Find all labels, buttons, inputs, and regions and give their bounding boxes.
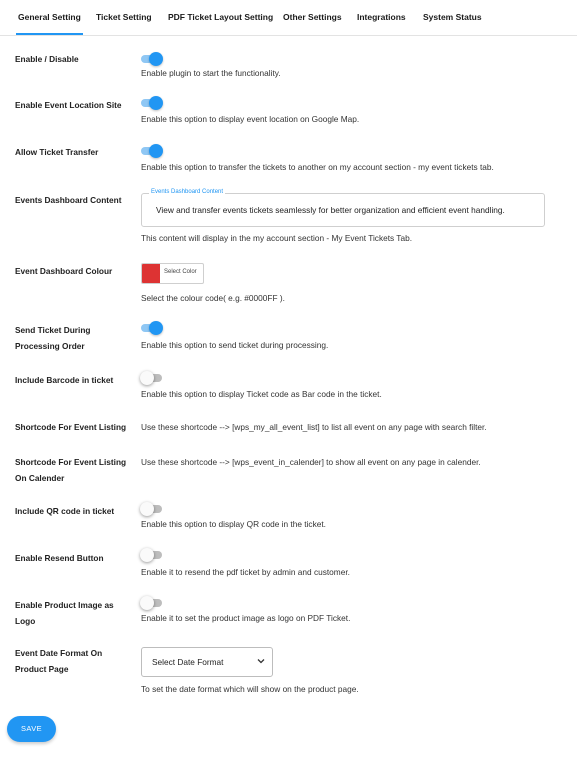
date-format-label [15,645,133,677]
event-location-description: Enable this option to display event location on Google Map. [141,114,360,124]
product-image-logo-label [15,597,133,629]
enable-disable-description: Enable plugin to start the functionality. [141,68,281,78]
shortcode-listing-description: Use these shortcode --> [wps_my_all_event_list] to list all event on any page with search filter. [141,422,487,432]
send-ticket-processing-label-line2: Processing Order [15,341,85,351]
settings-tabs [0,0,577,36]
shortcode-calender-label-line1: Shortcode For Event Listing [15,457,127,467]
send-ticket-processing-toggle[interactable] [141,321,163,335]
date-format-label-line2: Product Page [15,664,69,674]
resend-button-toggle[interactable] [141,548,163,562]
tab-system-status[interactable]: System Status [423,12,482,22]
dashboard-content-description: This content will display in the my account section - My Event Tickets Tab. [141,233,412,243]
ticket-transfer-toggle[interactable] [141,144,163,158]
send-ticket-processing-label [15,322,133,354]
save-button[interactable]: SAVE [7,716,56,742]
dashboard-content-label: Events Dashboard Content [15,195,122,205]
product-image-logo-toggle[interactable] [141,596,163,610]
product-image-logo-description: Enable it to set the product image as logo on PDF Ticket. [141,613,351,623]
shortcode-listing-label: Shortcode For Event Listing [15,422,127,432]
shortcode-calender-description: Use these shortcode --> [wps_event_in_calender] to show all event on any page in calender. [141,457,481,467]
date-format-label-line1: Event Date Format On [15,648,103,658]
dashboard-colour-label: Event Dashboard Colour [15,266,113,276]
include-barcode-label: Include Barcode in ticket [15,375,114,385]
select-color-button[interactable] [141,263,204,284]
product-image-logo-label-line2: Logo [15,616,36,626]
tab-pdf-ticket-layout-setting[interactable]: PDF Ticket Layout Setting [168,12,274,22]
ticket-transfer-description: Enable this option to transfer the tickets to another on my account section - my event tickets tab. [141,162,494,172]
send-ticket-processing-description: Enable this option to send ticket during processing. [141,340,329,350]
dashboard-content-field[interactable] [141,189,545,227]
ticket-transfer-label: Allow Ticket Transfer [15,147,99,157]
tab-ticket-setting[interactable]: Ticket Setting [96,12,152,22]
include-barcode-description: Enable this option to display Ticket code as Bar code in the ticket. [141,389,382,399]
include-qr-description: Enable this option to display QR code in the ticket. [141,519,326,529]
tab-other-settings[interactable]: Other Settings [283,12,342,22]
dashboard-content-value[interactable]: View and transfer events tickets seamlessly for better organization and efficient event handling. [156,205,505,215]
resend-button-description: Enable it to resend the pdf ticket by admin and customer. [141,567,350,577]
resend-button-label: Enable Resend Button [15,553,104,563]
dashboard-colour-description: Select the colour code( e.g. #0000FF ). [141,293,285,303]
date-format-selected: Select Date Format [152,657,224,667]
shortcode-calender-label-line2: On Calender [15,473,65,483]
include-barcode-toggle[interactable] [141,371,163,385]
date-format-description: To set the date format which will show on the product page. [141,684,359,694]
tab-general-setting[interactable]: General Setting [18,12,81,22]
event-location-label: Enable Event Location Site [15,100,122,110]
event-location-toggle[interactable] [141,96,163,110]
tab-integrations[interactable]: Integrations [357,12,406,22]
color-swatch [142,264,160,283]
enable-disable-toggle[interactable] [141,52,163,66]
include-qr-toggle[interactable] [141,502,163,516]
send-ticket-processing-label-line1: Send Ticket During [15,325,91,335]
select-color-label: Select Color [164,269,197,275]
include-qr-label: Include QR code in ticket [15,506,115,516]
enable-disable-label: Enable / Disable [15,54,79,64]
dashboard-content-legend: Events Dashboard Content [151,189,224,195]
date-format-select[interactable] [141,647,273,677]
chevron-down-icon [256,656,266,666]
product-image-logo-label-line1: Enable Product Image as [15,600,114,610]
shortcode-calender-label [15,454,145,486]
